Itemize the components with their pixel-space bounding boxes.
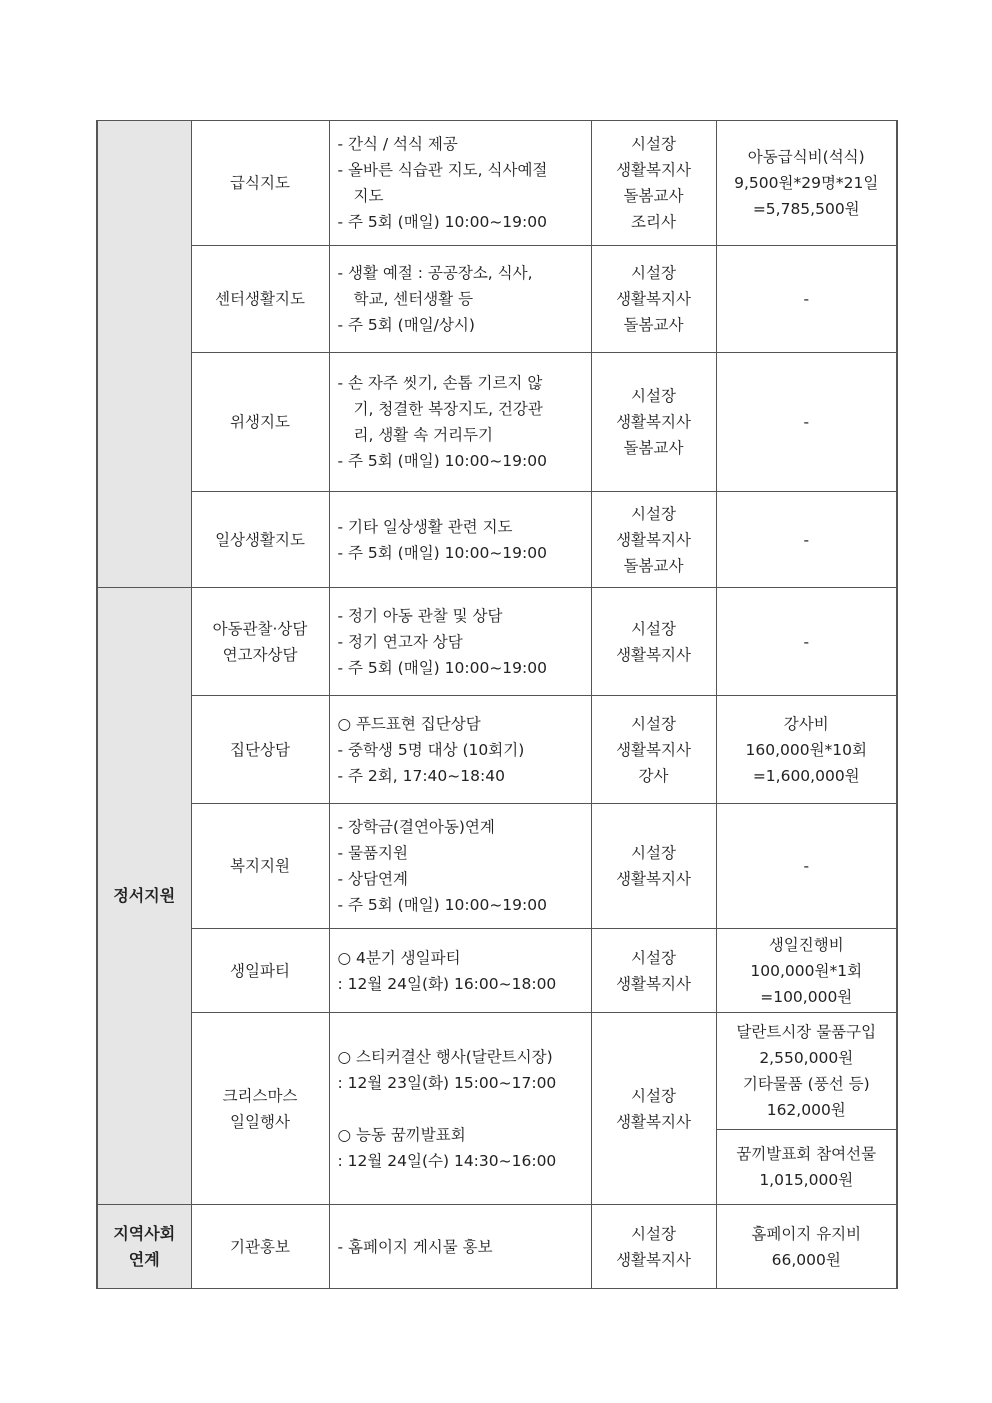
staff-member: 돌봄교사 <box>623 439 684 457</box>
budget-cell <box>716 1013 897 1205</box>
budget-line: 생일진행비 <box>768 935 844 954</box>
budget-line: 아동급식비(석식) <box>747 148 865 166</box>
content-line: 기, 청결한 복장지도, 건강관 <box>353 400 543 418</box>
staff-member: 강사 <box>638 766 669 785</box>
budget-cell <box>716 804 897 929</box>
program-content-cell <box>329 121 591 246</box>
program-plan-table <box>96 120 898 1289</box>
budget-line: =100,000원 <box>760 987 853 1006</box>
staff-cell <box>591 696 716 804</box>
content-line: - 중학생 5명 대상 (10회기) <box>337 740 525 759</box>
category-cell-community <box>97 1205 191 1289</box>
staff-member: 시설장 <box>631 714 676 733</box>
content-line: - 주 5회 (매일) 10:00~19:00 <box>337 213 547 231</box>
staff-member: 조리사 <box>631 213 676 231</box>
content-line: - 물품지원 <box>337 844 408 862</box>
category-label: 지역사회 <box>113 1223 176 1243</box>
program-name: 급식지도 <box>230 174 290 192</box>
staff-member: 시설장 <box>631 844 676 862</box>
content-line: - 주 5회 (매일/상시) <box>337 316 475 334</box>
program-name: 일상생활지도 <box>215 530 305 549</box>
budget-line: =1,600,000원 <box>752 766 860 785</box>
budget-line: 9,500원*29명*21일 <box>734 174 879 192</box>
staff-cell <box>591 353 716 492</box>
program-name-cell <box>191 804 329 929</box>
budget-line: 1,015,000원 <box>759 1171 854 1189</box>
budget-line: 66,000원 <box>771 1250 841 1269</box>
staff-cell <box>591 1205 716 1289</box>
budget-line: - <box>803 632 810 651</box>
budget-line: =5,785,500원 <box>752 200 860 218</box>
plan-row <box>97 246 897 353</box>
content-line: ○ 스티커결산 행사(달란트시장) <box>337 1047 553 1066</box>
program-content-cell <box>329 353 591 492</box>
program-name: 크리스마스 <box>222 1086 298 1105</box>
budget-cell <box>716 246 897 353</box>
category-label: 연계 <box>128 1249 160 1269</box>
plan-row <box>97 804 897 929</box>
program-content-cell <box>329 1205 591 1289</box>
staff-member: 시설장 <box>631 619 676 638</box>
budget-line: 100,000원*1회 <box>750 961 863 980</box>
budget-line: 162,000원 <box>766 1101 846 1119</box>
content-line: - 주 5회 (매일) 10:00~19:00 <box>337 452 547 470</box>
budget-line: 달란트시장 물품구입 <box>736 1023 877 1041</box>
budget-line: 강사비 <box>783 714 829 733</box>
staff-member: 시설장 <box>631 1086 676 1105</box>
budget-line: - <box>803 290 810 308</box>
plan-row <box>97 1205 897 1289</box>
content-line: - 주 5회 (매일) 10:00~19:00 <box>337 543 547 562</box>
program-name-cell <box>191 1013 329 1205</box>
staff-member: 시설장 <box>631 1224 676 1243</box>
budget-line: - <box>803 413 810 431</box>
content-line: - 정기 아동 관찰 및 상담 <box>337 606 503 625</box>
program-name: 연고자상담 <box>222 645 298 664</box>
program-name: 센터생활지도 <box>215 290 305 308</box>
staff-member: 돌봄교사 <box>623 187 684 205</box>
plan-row <box>97 1013 897 1205</box>
content-line: : 12월 23일(화) 15:00~17:00 <box>337 1073 557 1092</box>
plan-row <box>97 929 897 1013</box>
program-content-cell <box>329 1013 591 1205</box>
staff-member: 생활복지사 <box>616 974 691 993</box>
content-line: - 생활 예절 : 공공장소, 식사, <box>337 264 533 282</box>
content-line: - 장학금(결연아동)연계 <box>337 818 495 836</box>
budget-part <box>717 1013 897 1129</box>
program-content-cell <box>329 804 591 929</box>
staff-member: 생활복지사 <box>616 1112 691 1131</box>
category-cell-care <box>97 121 191 588</box>
program-name: 위생지도 <box>230 413 290 431</box>
program-name: 집단상담 <box>230 740 290 759</box>
staff-member: 시설장 <box>631 264 676 282</box>
content-line: - 상담연계 <box>337 870 408 888</box>
program-content-cell <box>329 246 591 353</box>
program-name: 생일파티 <box>230 961 290 980</box>
budget-cell <box>716 121 897 246</box>
staff-member: 생활복지사 <box>616 870 691 888</box>
budget-line: 기타물품 (풍선 등) <box>742 1075 870 1093</box>
program-name-cell <box>191 353 329 492</box>
plan-row <box>97 588 897 696</box>
staff-member: 생활복지사 <box>616 740 691 759</box>
plan-row <box>97 492 897 588</box>
staff-member: 시설장 <box>631 387 676 405</box>
content-line: : 12월 24일(화) 16:00~18:00 <box>337 974 557 993</box>
content-line: - 간식 / 석식 제공 <box>337 135 458 153</box>
content-line: : 12월 24일(수) 14:30~16:00 <box>337 1151 557 1170</box>
program-name: 기관홍보 <box>230 1237 290 1256</box>
program-content-cell <box>329 588 591 696</box>
staff-cell <box>591 804 716 929</box>
staff-member: 생활복지사 <box>616 1250 691 1269</box>
staff-member: 생활복지사 <box>616 290 691 308</box>
budget-cell <box>716 696 897 804</box>
content-line: - 손 자주 씻기, 손톱 기르지 않 <box>337 374 543 392</box>
content-line: - 올바른 식습관 지도, 식사예절 <box>337 161 548 179</box>
budget-line: 160,000원*10회 <box>745 740 868 759</box>
staff-member: 시설장 <box>631 504 676 523</box>
staff-member: 생활복지사 <box>616 161 691 179</box>
content-spacer <box>338 1096 584 1122</box>
content-line: - 주 5회 (매일) 10:00~19:00 <box>337 658 547 677</box>
budget-cell <box>716 492 897 588</box>
staff-member: 생활복지사 <box>616 645 691 664</box>
content-line: - 정기 연고자 상담 <box>337 632 463 651</box>
program-name-cell <box>191 1205 329 1289</box>
staff-member: 생활복지사 <box>616 530 691 549</box>
staff-member: 시설장 <box>631 135 676 153</box>
budget-part <box>717 1129 897 1204</box>
content-line: 리, 생활 속 거리두기 <box>353 426 493 444</box>
staff-member: 시설장 <box>631 948 676 967</box>
budget-cell <box>716 1205 897 1289</box>
program-name: 일일행사 <box>230 1112 290 1131</box>
program-name: 아동관찰·상담 <box>212 619 308 638</box>
budget-cell <box>716 353 897 492</box>
staff-cell <box>591 1013 716 1205</box>
content-line: - 기타 일상생활 관련 지도 <box>337 517 513 536</box>
content-line: - 주 2회, 17:40~18:40 <box>337 766 505 785</box>
content-line: 학교, 센터생활 등 <box>353 290 474 308</box>
category-cell-emotional <box>97 588 191 1205</box>
content-line: ○ 능동 꿈끼발표회 <box>337 1125 466 1144</box>
content-line: - 홈페이지 게시물 홍보 <box>337 1237 493 1256</box>
program-name-cell <box>191 929 329 1013</box>
program-name-cell <box>191 246 329 353</box>
budget-cell <box>716 588 897 696</box>
program-name-cell <box>191 492 329 588</box>
staff-cell <box>591 246 716 353</box>
staff-cell <box>591 121 716 246</box>
staff-member: 돌봄교사 <box>623 316 684 334</box>
budget-line: 꿈끼발표회 참여선물 <box>736 1145 877 1163</box>
budget-line: 2,550,000원 <box>759 1049 854 1067</box>
budget-cell <box>716 929 897 1013</box>
program-name-cell <box>191 696 329 804</box>
program-name: 복지지원 <box>230 857 290 875</box>
budget-line: 홈페이지 유지비 <box>751 1224 862 1243</box>
category-label: 정서지원 <box>113 886 176 905</box>
staff-cell <box>591 492 716 588</box>
budget-line: - <box>803 857 810 875</box>
content-line: 지도 <box>353 187 384 205</box>
content-line: ○ 4분기 생일파티 <box>337 948 461 967</box>
program-content-cell <box>329 492 591 588</box>
budget-line: - <box>803 530 810 549</box>
program-name-cell <box>191 121 329 246</box>
content-line: - 주 5회 (매일) 10:00~19:00 <box>337 896 547 914</box>
program-content-cell <box>329 696 591 804</box>
plan-row <box>97 353 897 492</box>
program-content-cell <box>329 929 591 1013</box>
staff-cell <box>591 929 716 1013</box>
staff-cell <box>591 588 716 696</box>
content-line: ○ 푸드표현 집단상담 <box>337 714 481 733</box>
plan-row <box>97 121 897 246</box>
staff-member: 생활복지사 <box>616 413 691 431</box>
program-name-cell <box>191 588 329 696</box>
plan-row <box>97 696 897 804</box>
staff-member: 돌봄교사 <box>623 556 684 575</box>
